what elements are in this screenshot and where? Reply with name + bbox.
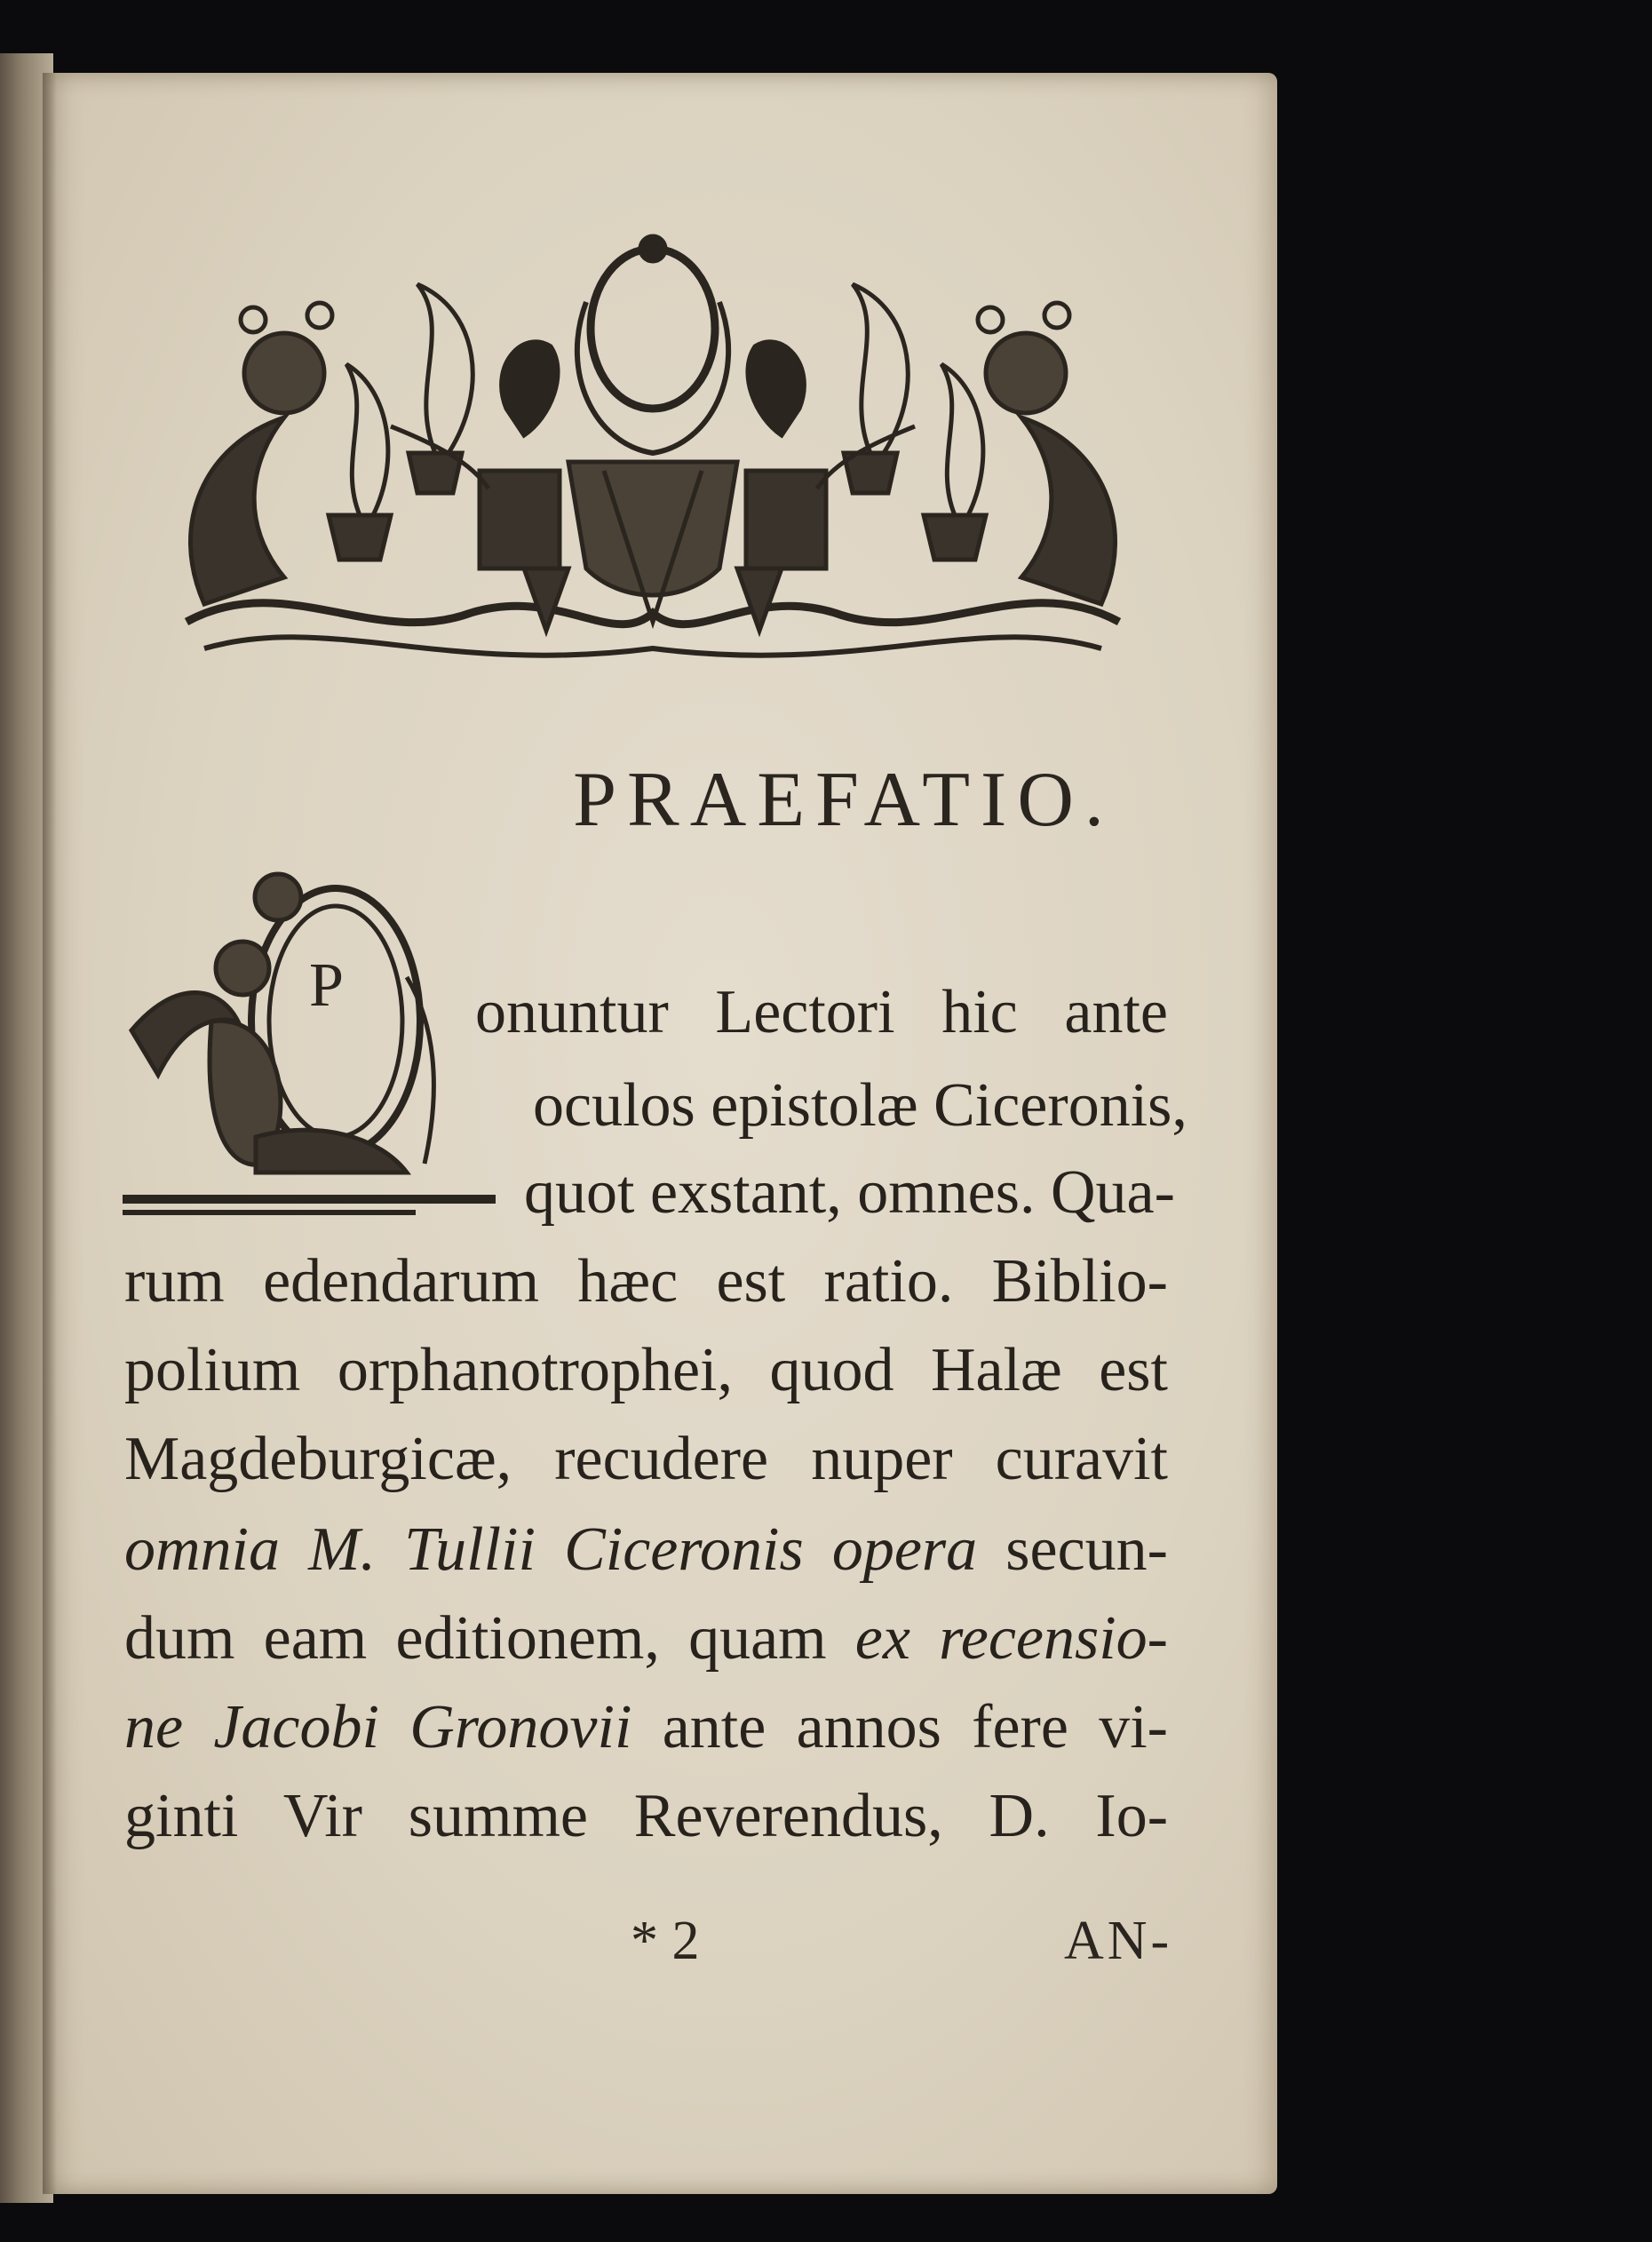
cherub-initial-woodcut-icon [123,871,496,1226]
page-title: PRAEFATIO. [573,757,1115,843]
text-line-5: polium orphanotrophei, quod Halæ est [124,1336,1168,1404]
text-line-6: Magdeburgicæ, recudere nuper curavit [124,1425,1168,1493]
text-line-7: omnia M. Tullii Ciceronis opera secun- [124,1515,1168,1584]
text-line-1: onuntur Lectori hic ante [475,978,1168,1046]
page-gutter-shadow [43,73,57,2194]
text-line-8: dum eam editionem, quam ex recensio- [124,1604,1168,1673]
text-line-10: ginti Vir summe Reverendus, D. Io- [124,1782,1168,1850]
text-line-9: ne Jacobi Gronovii ante annos fere vi- [124,1693,1168,1761]
initial-letter: P [309,951,344,1020]
text-line-3: quot exstant, omnes. Qua- [524,1158,1175,1227]
signature-mark: * 2 [631,1911,700,1971]
text-line-4: rum edendarum hæc est ratio. Biblio- [124,1247,1168,1316]
catchword: AN- [1064,1911,1173,1971]
decorated-initial [123,871,496,1226]
woodcut-headpiece-ornament-icon [151,231,1155,684]
text-line-2: oculos epistolæ Ciceronis, [533,1071,1187,1140]
